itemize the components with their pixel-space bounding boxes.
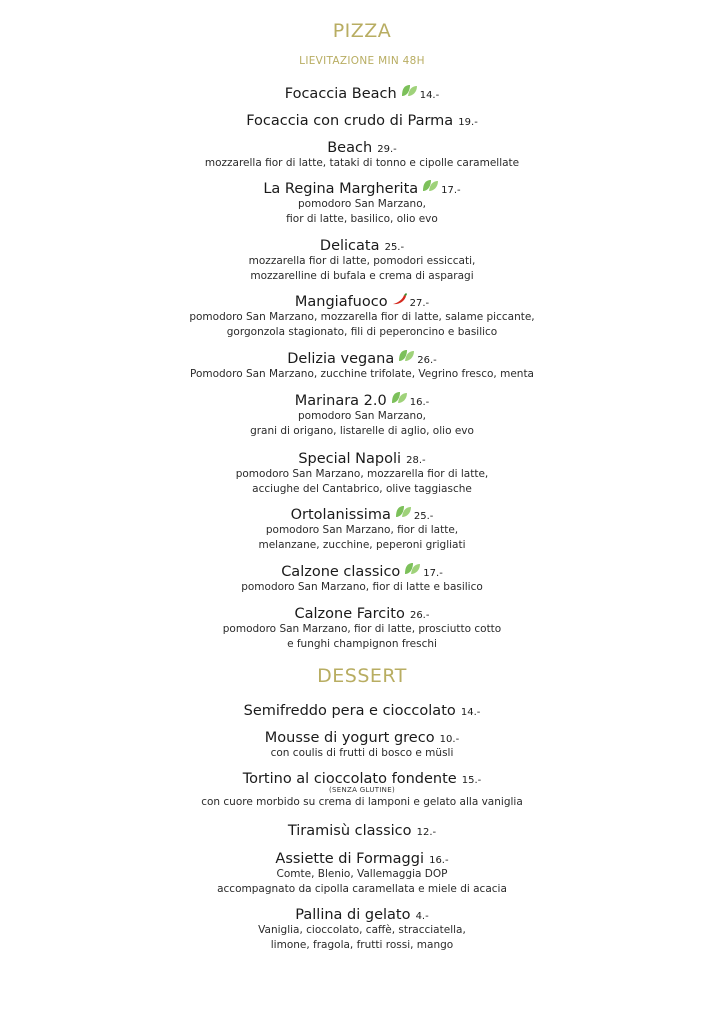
leaf-icon	[391, 389, 408, 408]
item-description: mozzarelline di bufala e crema di asparagi	[250, 270, 474, 282]
item-description: pomodoro San Marzano, mozzarella fior di latte,	[235, 468, 489, 480]
item-description: pomodoro San Marzano,	[298, 410, 426, 422]
item-note: (SENZA GLUTINE)	[329, 786, 395, 794]
item-name: Focaccia Beach	[284, 86, 397, 102]
menu-item-title	[0, 603, 724, 622]
item-description: mozzarella fior di latte, pomodori essiccati,	[248, 255, 476, 267]
item-price: 16.-	[409, 397, 430, 408]
item-name: Tortino al cioccolato fondente	[242, 771, 457, 787]
item-description: pomodoro San Marzano, fior di latte e basilico	[241, 581, 483, 593]
item-description: con coulis di frutti di bosco e müsli	[270, 747, 454, 759]
item-description: fior di latte, basilico, olio evo	[286, 213, 438, 225]
menu-item-title	[0, 848, 724, 867]
item-price: 14.-	[460, 707, 481, 718]
item-name: Delicata	[319, 238, 380, 254]
item-price: 4.-	[415, 911, 429, 922]
menu-item-title	[0, 178, 724, 198]
item-name: Focaccia con crudo di Parma	[246, 113, 454, 129]
section-title-pizza: PIZZA	[332, 20, 392, 42]
item-description: pomodoro San Marzano,	[298, 198, 426, 210]
section-subtitle: LIEVITAZIONE MIN 48H	[299, 55, 425, 67]
item-name: Calzone Farcito	[294, 606, 405, 622]
menu-item-title	[0, 768, 724, 787]
menu-item-title	[0, 110, 724, 129]
leaf-icon	[395, 503, 412, 522]
item-description: accompagnato da cipolla caramellata e miele di acacia	[217, 883, 507, 895]
menu-item-title	[0, 348, 724, 368]
menu-item-title	[0, 820, 724, 839]
item-price: 26.-	[409, 610, 430, 621]
item-name: Pallina di gelato	[295, 907, 411, 923]
item-price: 16.-	[429, 855, 449, 866]
menu-item-title	[0, 235, 724, 254]
item-price: 19.-	[458, 117, 478, 128]
item-name: Special Napoli	[298, 451, 402, 467]
item-description: pomodoro San Marzano, mozzarella fior di latte, salame piccante,	[189, 311, 535, 323]
item-description: acciughe del Cantabrico, olive taggiasche	[252, 483, 472, 495]
item-description: mozzarella fior di latte, tataki di tonno e cipolle caramellate	[204, 157, 520, 169]
item-name: Calzone classico	[281, 564, 401, 580]
item-name: Delizia vegana	[287, 351, 395, 367]
item-description: melanzane, zucchine, peperoni grigliati	[258, 539, 466, 551]
item-price: 25.-	[413, 511, 434, 522]
menu-item-title	[0, 504, 724, 524]
item-description: Pomodoro San Marzano, zucchine trifolate, Vegrino fresco, menta	[189, 368, 534, 380]
item-name: Semifreddo pera e cioccolato	[243, 703, 456, 719]
leaf-icon	[401, 82, 418, 101]
menu-item-title	[0, 83, 724, 103]
menu-item-title	[0, 291, 724, 311]
item-price: 14.-	[419, 90, 440, 101]
item-description: e funghi champignon freschi	[287, 638, 437, 650]
item-name: Tiramisù classico	[287, 823, 412, 839]
item-name: Assiette di Formaggi	[275, 851, 424, 867]
item-description: Vaniglia, cioccolato, caffè, stracciatella,	[258, 924, 466, 936]
item-description: gorgonzola stagionato, fili di peperoncino e basilico	[226, 326, 498, 338]
section-title-dessert: DESSERT	[317, 665, 407, 687]
item-description: Comte, Blenio, Vallemaggia DOP	[276, 868, 448, 880]
item-name: La Regina Margherita	[263, 181, 419, 197]
item-name: Beach	[327, 140, 373, 156]
item-name: Ortolanissima	[290, 507, 391, 523]
menu-item-title	[0, 448, 724, 467]
menu-item-title	[0, 904, 724, 923]
item-description: pomodoro San Marzano, fior di latte,	[265, 524, 459, 536]
leaf-icon	[398, 347, 415, 366]
item-price: 12.-	[416, 827, 437, 838]
item-name: Mangiafuoco	[294, 294, 388, 310]
menu-item-title	[0, 700, 724, 719]
menu-item-title	[0, 727, 724, 746]
leaf-icon	[422, 177, 439, 196]
menu-item-title	[0, 561, 724, 581]
item-price: 15.-	[461, 775, 482, 786]
item-name: Marinara 2.0	[294, 393, 387, 409]
item-price: 26.-	[417, 355, 437, 366]
item-description: pomodoro San Marzano, fior di latte, prosciutto cotto	[222, 623, 502, 635]
item-price: 17.-	[441, 185, 461, 196]
item-price: 29.-	[377, 144, 397, 155]
menu-item-title	[0, 137, 724, 156]
leaf-icon	[404, 560, 421, 579]
item-price: 17.-	[423, 568, 443, 579]
chili-pepper-icon	[392, 290, 408, 309]
item-price: 10.-	[439, 734, 460, 745]
item-price: 27.-	[409, 298, 430, 309]
item-description: limone, fragola, frutti rossi, mango	[270, 939, 454, 951]
item-description: grani di origano, listarelle di aglio, olio evo	[250, 425, 474, 437]
item-name: Mousse di yogurt greco	[264, 730, 435, 746]
item-price: 28.-	[406, 455, 426, 466]
menu-item-title	[0, 390, 724, 410]
item-description: con cuore morbido su crema di lamponi e gelato alla vaniglia	[201, 796, 523, 808]
item-price: 25.-	[384, 242, 405, 253]
